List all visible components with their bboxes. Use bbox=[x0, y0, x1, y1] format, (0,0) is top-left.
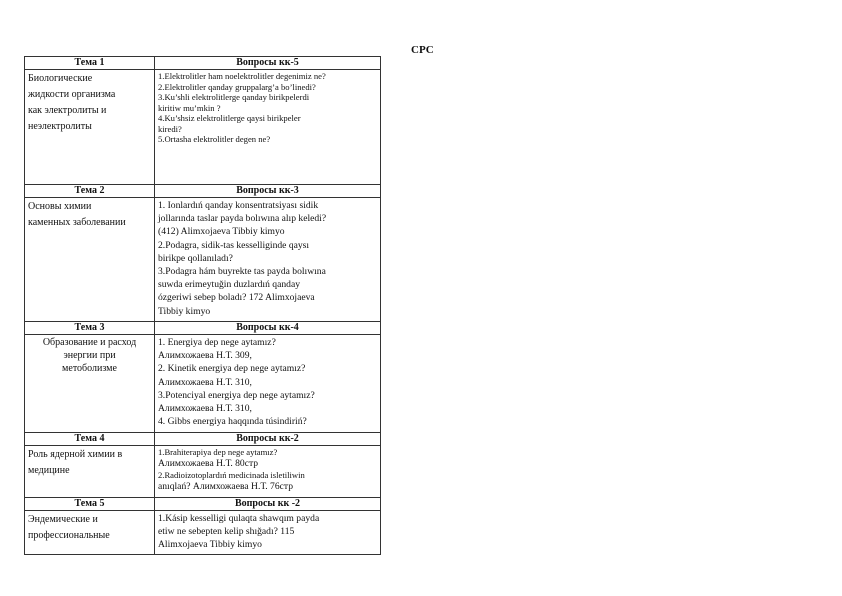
question-line: 3.Podagra hám buyrekte tas payda bolıwına bbox=[158, 266, 326, 278]
topic-label: Тема 5 bbox=[25, 498, 155, 511]
questions-label: Вопросы кк-5 bbox=[155, 57, 381, 70]
question-line: Алимхожаева Н.Т. 310, bbox=[158, 376, 252, 388]
topic-line: энергии при bbox=[63, 350, 116, 361]
questions-cell bbox=[155, 335, 381, 433]
topic-line: Биологические bbox=[28, 73, 93, 84]
question-line: 4.Ku’shsiz elektrolitlerge qaysi birikpeler bbox=[158, 113, 301, 123]
section-header-row bbox=[25, 185, 381, 198]
question-line: 1.Brahiterapiya dep nege aytamız? bbox=[158, 447, 278, 457]
question-line: kiritiw mu’mkin ? bbox=[158, 102, 221, 113]
questions-label: Вопросы кк-3 bbox=[155, 185, 381, 198]
question-line: 2.Podagra, sidik-tas kesselliginde qaysı bbox=[158, 239, 310, 251]
question-line: 2.Radioizotoplardıń medicinada isletiliwin bbox=[158, 470, 305, 480]
questions-cell bbox=[155, 511, 381, 555]
topic-line: каменных заболевании bbox=[28, 217, 126, 228]
question-line: 1. Ionlardıń qanday konsentratsiyası sidik bbox=[158, 200, 319, 211]
question-line: kiredi? bbox=[158, 123, 182, 134]
question-line: anıqlań? Алимхожаева Н.Т. 76стр bbox=[158, 480, 293, 492]
topic-line: Эндемические и bbox=[28, 514, 98, 525]
topic-cell bbox=[25, 70, 155, 185]
section-header-row bbox=[25, 57, 381, 70]
question-line: Алимхожаева Н.Т. 310, bbox=[158, 403, 252, 415]
topic-cell bbox=[25, 511, 155, 555]
topic-line: профессиональные bbox=[28, 530, 110, 541]
topic-label: Тема 3 bbox=[25, 322, 155, 335]
question-line: Alimxojaeva Tibbiy kimyo bbox=[158, 539, 262, 551]
question-line: etiw ne sebepten kelip shığadı? 115 bbox=[158, 526, 295, 538]
question-line: 2.Elektrolitler qanday gruppalarg’a bo’linedi? bbox=[158, 81, 316, 92]
section-body-row bbox=[25, 511, 381, 555]
question-line: ózgeriwi sebep boladı? 172 Alimxojaeva bbox=[158, 292, 315, 304]
question-line: 1. Energiya dep nege aytamız? bbox=[158, 337, 276, 348]
question-line: Алимхожаева Н.Т. 80стр bbox=[158, 457, 259, 469]
questions-cell bbox=[155, 446, 381, 498]
question-line: jollarında taslar payda bolıwına alıp keledi? bbox=[158, 213, 327, 225]
section-body-row bbox=[25, 446, 381, 498]
question-line: (412) Alimxojaeva Tibbiy kimyo bbox=[158, 226, 285, 238]
question-line: Алимхожаева Н.Т. 309, bbox=[158, 350, 252, 362]
topics-table bbox=[24, 56, 381, 555]
topic-line: неэлектролиты bbox=[28, 121, 92, 132]
section-body-row bbox=[25, 198, 381, 322]
topic-label: Тема 1 bbox=[25, 57, 155, 70]
topic-cell bbox=[25, 335, 155, 433]
question-line: birikpe qollanıladı? bbox=[158, 252, 233, 264]
question-line: 4. Gibbs energiya haqqında túsindiriń? bbox=[158, 416, 307, 428]
question-line: 1.Kásip kesselligi qulaqta shawqım payda bbox=[158, 513, 320, 524]
questions-label: Вопросы кк-2 bbox=[155, 433, 381, 446]
question-line: Tibbiy kimyo bbox=[158, 305, 211, 317]
section-body-row bbox=[25, 70, 381, 185]
question-line: suwda erimeytuğin duzlardıń qanday bbox=[158, 279, 300, 291]
question-line: 5.Ortasha elektrolitler degen ne? bbox=[158, 134, 271, 144]
section-header-row bbox=[25, 433, 381, 446]
topic-line: метоболизме bbox=[62, 363, 117, 374]
section-header-row bbox=[25, 322, 381, 335]
topic-line: жидкости организма bbox=[28, 89, 116, 100]
topic-line: Роль ядерной химии в bbox=[28, 449, 123, 460]
topic-cell bbox=[25, 198, 155, 322]
topic-label: Тема 2 bbox=[25, 185, 155, 198]
topic-line: как электролиты и bbox=[28, 105, 107, 116]
section-body-row bbox=[25, 335, 381, 433]
questions-label: Вопросы кк-4 bbox=[155, 322, 381, 335]
questions-cell bbox=[155, 198, 381, 322]
question-line: 2. Kinetik energiya dep nege aytamız? bbox=[158, 363, 306, 375]
topic-line: медицине bbox=[28, 465, 70, 476]
topic-cell bbox=[25, 446, 155, 498]
page-heading: СРС bbox=[411, 44, 434, 56]
topic-line: Основы химии bbox=[28, 201, 92, 212]
topic-label: Тема 4 bbox=[25, 433, 155, 446]
question-line: 3.Ku’shli elektrolitlerge qanday birikpelerdi bbox=[158, 92, 310, 102]
question-line: 3.Potenciyal energiya dep nege aytamız? bbox=[158, 389, 315, 401]
topic-line: Образование и расход bbox=[42, 337, 137, 348]
questions-cell bbox=[155, 70, 381, 185]
section-header-row bbox=[25, 498, 381, 511]
questions-label: Вопросы кк -2 bbox=[155, 498, 381, 511]
question-line: 1.Elektrolitler ham noelektrolitler degenimiz ne? bbox=[158, 71, 326, 81]
